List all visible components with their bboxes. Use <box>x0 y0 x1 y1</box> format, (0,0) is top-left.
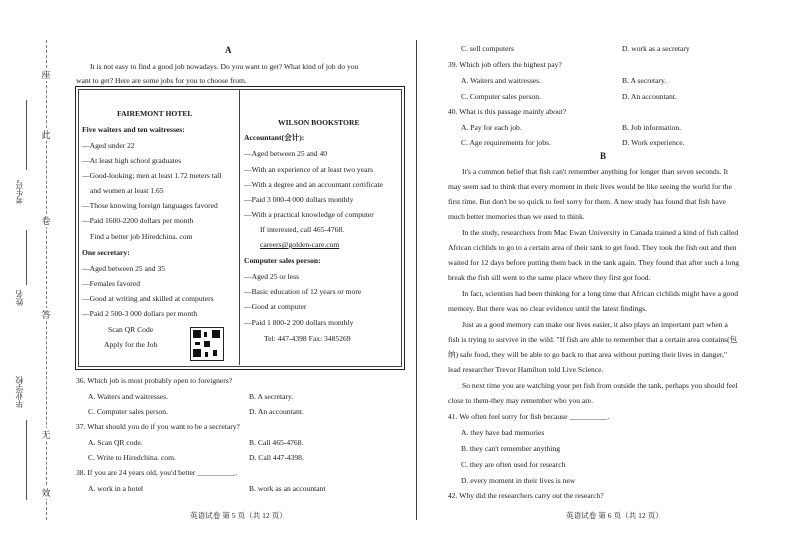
passage-line: memory. But there was no clear evidence until the latest findings. <box>448 304 647 313</box>
apply-label: Apply for the Job <box>104 340 158 349</box>
margin-char: 无 <box>41 430 51 440</box>
margin-char: 效 <box>41 488 51 498</box>
bookstore-req: —With a degree and an accountant certificate <box>244 180 383 189</box>
option[interactable]: B. they can't remember anything <box>461 444 561 453</box>
bookstore-title: WILSON BOOKSTORE <box>278 118 360 127</box>
passage-line: close to them-they may remember who you are. <box>448 396 594 405</box>
hotel-find-link[interactable]: Find a better job Hiredchina. com <box>90 232 193 241</box>
intro-line: want to get? Here are some jobs for you to choose from. <box>76 76 247 85</box>
passage-line: first time. But don't be so quick to feel sorry for them. A new study has found that fish have <box>448 197 726 206</box>
page-footer: 英语试卷 第 5 页（共 12 页） <box>190 511 287 520</box>
bookstore-phone: If interested, call 465-4768. <box>260 225 345 234</box>
passage-line: much better memories than we used to think. <box>448 212 585 221</box>
hotel-req: —Good at writing and skilled at computers <box>82 294 214 303</box>
hotel-req: and women at least 1.65 <box>90 186 164 195</box>
option[interactable]: C. Age requirements for jobs. <box>461 138 551 147</box>
bookstore-subheading: Accountant(会计): <box>244 133 305 142</box>
exam-number-field[interactable] <box>26 100 27 170</box>
passage-line: break the fish sill went to the same place where they first got food. <box>448 273 651 282</box>
bookstore-req: —Aged between 25 and 40 <box>244 149 328 158</box>
option[interactable]: D. Call 447-4398. <box>249 453 304 462</box>
option[interactable]: C. Write to Hiredchina. com. <box>88 453 176 462</box>
binding-margin <box>0 0 60 560</box>
section-title-b: B <box>600 151 607 161</box>
option[interactable]: C. Computer sales person. <box>88 407 168 416</box>
option[interactable]: D. An accountant. <box>622 92 677 101</box>
option[interactable]: A. Waiters and waitresses. <box>88 392 169 401</box>
question-38: 38. If you are 24 years old, you'd better __________. <box>76 468 238 477</box>
passage-line: In the study, researchers from Mac Ewan University in Canada trained a kind of fish called <box>462 228 739 237</box>
question-41: 41. We often feel sorry for fish because __________. <box>448 412 610 421</box>
bookstore-req: —Aged 25 or less <box>244 272 300 281</box>
hotel-subheading: One secretary: <box>82 248 130 257</box>
option[interactable]: C. they are often used for research <box>461 460 566 469</box>
question-36: 36. Which job is most probably open to foreigners? <box>76 376 233 385</box>
question-42: 42. Why did the researchers carry out the research? <box>448 491 604 500</box>
option[interactable]: B. Call 465-4768. <box>249 438 304 447</box>
name-label: 姓名 <box>15 290 24 306</box>
option[interactable]: C. Computer sales person. <box>461 92 541 101</box>
bookstore-req: —Basic education of 12 years or more <box>244 287 362 296</box>
bookstore-req: —Paid 3 000-4 000 dollars monthly <box>244 195 354 204</box>
passage-line: It's a common belief that fish can't remember anything for longer than seven seconds. It <box>462 167 729 176</box>
passage-line: lead researcher Trevor Hamilton told Live Science. <box>448 365 604 374</box>
option[interactable]: D. work as a secretary <box>622 44 690 53</box>
question-39: 39. Which job offers the highest pay? <box>448 60 562 69</box>
hotel-req: —Aged between 25 and 35 <box>82 264 166 273</box>
section-title-a: A <box>225 45 232 55</box>
bookstore-req: —With an experience of at least two years <box>244 165 373 174</box>
passage-line: may seem sad to think that every moment in their lives would be like seeing the world for the <box>448 182 732 191</box>
hotel-req: —Good-looking; men at least 1.72 meters tall <box>82 171 222 180</box>
passage-line: waited for 12 days before putting them back in the tank again. They found that after such a long <box>448 258 740 267</box>
option[interactable]: A. Scan QR code. <box>88 438 143 447</box>
page-footer: 英语试卷 第 6 页（共 12 页） <box>566 511 663 520</box>
hotel-subheading: Five waiters and ten waitresses: <box>82 125 185 134</box>
cut-line <box>46 40 47 520</box>
school-field[interactable] <box>26 420 27 500</box>
option[interactable]: A. they have bad memories <box>461 428 545 437</box>
hotel-req: —Those knowing foreign languages favored <box>82 201 218 210</box>
bookstore-req: —Good at computer <box>244 302 307 311</box>
passage-line: 纳) safe food, they will be able to go back to that area without putting their lives in danger," <box>448 350 728 359</box>
option[interactable]: B. A secretary. <box>249 392 294 401</box>
passage-line: Just as a good memory can make our lives easier, it also plays an important part when a <box>462 320 728 329</box>
passage-line: In fact, scientists had been thinking for a long time that African cichlids might have a good <box>462 289 739 298</box>
qr-code-icon[interactable] <box>190 327 224 361</box>
bookstore-req: —With a practical knowledge of computer <box>244 210 374 219</box>
margin-char: 座 <box>41 70 51 80</box>
option[interactable]: B. Job information. <box>622 123 682 132</box>
school-label: 毕业学校 <box>15 376 24 408</box>
exam-number-label: 考生号 <box>15 180 24 204</box>
option[interactable]: A. Pay for each job. <box>461 123 522 132</box>
scan-label: Scan QR Code <box>108 325 154 334</box>
name-field[interactable] <box>26 230 27 285</box>
hotel-req: —Females favored <box>82 279 140 288</box>
bookstore-req: —Paid 1 800-2 200 dollars monthly <box>244 318 354 327</box>
option[interactable]: B. work as an accountant <box>249 484 326 493</box>
margin-char: 卷 <box>41 216 51 226</box>
option[interactable]: A. work in a hotel <box>88 484 144 493</box>
hotel-req: —Paid 2 500-3 000 dollars per month <box>82 309 198 318</box>
bookstore-email-link[interactable]: careers@golden-care.com <box>260 240 340 249</box>
margin-char: 答 <box>41 310 51 320</box>
option[interactable]: A. Waiters and waitresses. <box>461 76 542 85</box>
bookstore-contact: Tel: 447-4398 Fax: 3485269 <box>264 334 351 343</box>
option[interactable]: C. sell computers <box>461 44 514 53</box>
hotel-req: —At least high school graduates <box>82 156 182 165</box>
passage-line: fish is trying to survive in the wild. "If fish are able to remember that a certain area contains(包 <box>448 335 738 344</box>
hotel-req: —Aged under 22 <box>82 141 135 150</box>
option[interactable]: D. every moment in their lives is new <box>461 476 576 485</box>
question-37: 37. What should you do if you want to be a secretary? <box>76 422 240 431</box>
bookstore-subheading: Computer sales person: <box>244 256 321 265</box>
job-ads-divider <box>239 89 240 365</box>
option[interactable]: B. A secretary. <box>622 76 667 85</box>
margin-char: 此 <box>41 130 51 140</box>
passage-line: So next time you are watching your pet fish from outside the tank, perhaps you should feel <box>462 381 738 390</box>
option[interactable]: D. Work experience. <box>622 138 685 147</box>
intro-line: It is not easy to find a good job nowadays. Do you want to get? What kind of job do you <box>90 62 359 71</box>
question-40: 40. What is this passage mainly about? <box>448 107 567 116</box>
hotel-title: FAIREMONT HOTEL <box>117 109 193 118</box>
passage-line: African cichlids to go to a certain area of their tank to get food. They took the fish out and then <box>448 243 737 252</box>
page-divider <box>416 40 417 520</box>
hotel-req: —Paid 1600-2200 dollars per month <box>82 216 194 225</box>
option[interactable]: D. An accountant. <box>249 407 304 416</box>
